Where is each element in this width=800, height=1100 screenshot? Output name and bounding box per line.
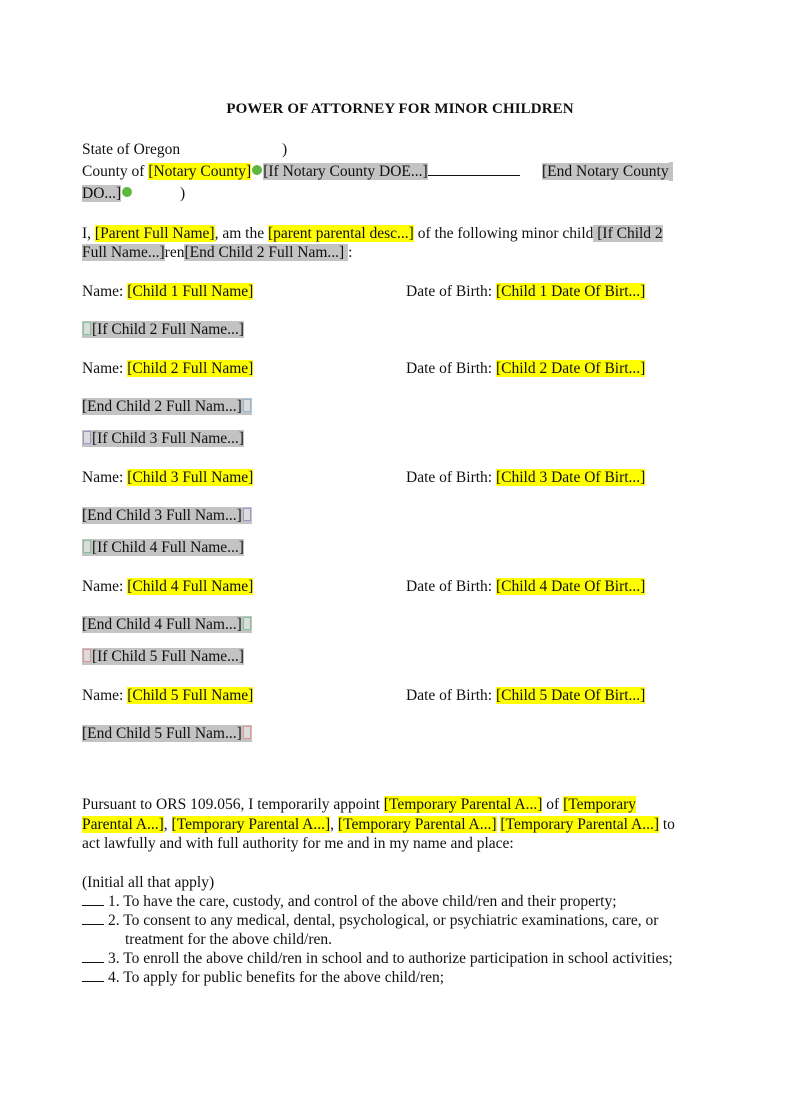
document-title: POWER OF ATTORNEY FOR MINOR CHILDREN xyxy=(226,101,574,117)
child-3-name-row xyxy=(82,468,253,487)
county-label: County of xyxy=(82,163,149,180)
bookmark-icon xyxy=(83,540,91,553)
if-child2-tag-a[interactable]: [If Child 2 xyxy=(593,225,663,242)
power-item-4 xyxy=(82,968,444,987)
name-label: Name: xyxy=(82,687,128,704)
end-child-4-row xyxy=(82,615,252,634)
end-child-4-tag[interactable]: [End Child 4 Full Nam...] xyxy=(82,616,242,633)
agent-4-field[interactable]: [Temporary Parental A...] xyxy=(337,816,497,833)
if-child-3-tag[interactable]: [If Child 3 Full Name...] xyxy=(92,430,244,447)
bookmark-icon xyxy=(243,508,251,521)
end-notary-county-tag-b[interactable]: DO...] xyxy=(82,185,122,202)
child-5-dob-row xyxy=(406,686,645,705)
end-child-2-tag[interactable]: [End Child 2 Full Nam...] xyxy=(82,398,242,415)
intro-text: ren xyxy=(164,244,185,261)
end-notary-county-line-b xyxy=(82,184,133,203)
if-child-4-tag[interactable]: [If Child 4 Full Name...] xyxy=(92,539,244,556)
agent-1-field[interactable]: [Temporary Parental A...] xyxy=(383,796,543,813)
dob-label: Date of Birth: xyxy=(406,360,496,377)
appoint-line-2 xyxy=(82,815,675,834)
power-item-2 xyxy=(82,911,658,930)
name-label: Name: xyxy=(82,360,128,377)
if-child-2-row xyxy=(82,320,244,339)
agent-2-field-b[interactable]: Parental A...] xyxy=(82,816,164,833)
end-child-5-row xyxy=(82,724,252,743)
green-dot-icon xyxy=(122,187,132,197)
bookmark-icon xyxy=(83,649,91,662)
child-2-dob-field[interactable]: [Child 2 Date Of Birt...] xyxy=(495,360,646,377)
initial-blank[interactable] xyxy=(82,949,104,963)
name-label: Name: xyxy=(82,469,128,486)
child-2-name-field[interactable]: [Child 2 Full Name] xyxy=(127,360,254,377)
child-4-dob-row xyxy=(406,577,645,596)
parent-desc-field[interactable]: [parent parental desc...] xyxy=(267,225,414,242)
notary-county-field[interactable]: [Notary County] xyxy=(148,163,252,180)
child-1-name-row xyxy=(82,282,253,301)
child-4-name-field[interactable]: [Child 4 Full Name] xyxy=(127,578,254,595)
appoint-text: , xyxy=(330,816,338,833)
intro-text: , am the xyxy=(214,225,268,242)
child-1-dob-field[interactable]: [Child 1 Date Of Birt...] xyxy=(495,283,646,300)
initial-note: (Initial all that apply) xyxy=(82,874,215,891)
appoint-text: of xyxy=(542,796,564,813)
child-5-name-field[interactable]: [Child 5 Full Name] xyxy=(127,687,254,704)
bookmark-icon xyxy=(83,431,91,444)
child-4-dob-field[interactable]: [Child 4 Date Of Birt...] xyxy=(495,578,646,595)
bookmark-icon xyxy=(243,399,251,412)
county-underline xyxy=(428,163,520,176)
child-1-dob-row xyxy=(406,282,645,301)
power-text: 3. To enroll the above child/ren in school and to authorize participation in school activities; xyxy=(108,950,673,967)
end-notary-county-line-a xyxy=(542,162,673,181)
agent-2-field-a[interactable]: [Temporary xyxy=(563,796,637,813)
power-text: 2. To consent to any medical, dental, psychological, or psychiatric examinations, care, or xyxy=(108,912,659,929)
dob-label: Date of Birth: xyxy=(406,687,496,704)
agent-3-field[interactable]: [Temporary Parental A...] xyxy=(171,816,331,833)
power-item-1 xyxy=(82,892,617,911)
end-child-3-tag[interactable]: [End Child 3 Full Nam...] xyxy=(82,507,242,524)
if-notary-county-tag[interactable]: [If Notary County DOE...] xyxy=(263,163,428,180)
end-child-5-tag[interactable]: [End Child 5 Full Nam...] xyxy=(82,725,242,742)
child-4-name-row xyxy=(82,577,253,596)
power-item-2-cont: treatment for the above child/ren. xyxy=(125,931,333,948)
venue-paren-1: ) xyxy=(282,141,288,158)
child-5-dob-field[interactable]: [Child 5 Date Of Birt...] xyxy=(495,687,646,704)
appoint-text: Pursuant to ORS 109.056, I temporarily appoint xyxy=(82,796,384,813)
appoint-line-1 xyxy=(82,795,636,814)
child-2-dob-row xyxy=(406,359,645,378)
intro-text: I, xyxy=(82,225,95,242)
name-label: Name: xyxy=(82,578,128,595)
child-3-dob-row xyxy=(406,468,645,487)
bookmark-icon xyxy=(243,617,251,630)
bookmark-icon xyxy=(83,322,91,335)
appoint-text: to xyxy=(659,816,675,833)
power-text: 1. To have the care, custody, and control of the above child/ren and their property; xyxy=(108,893,617,910)
end-child2-tag[interactable]: [End Child 2 Full Nam...] xyxy=(184,244,349,261)
dob-label: Date of Birth: xyxy=(406,578,496,595)
appoint-text: , xyxy=(163,816,172,833)
intro-line-2 xyxy=(82,243,352,262)
state-label: State of Oregon xyxy=(82,141,181,158)
child-2-name-row xyxy=(82,359,253,378)
parent-full-name-field[interactable]: [Parent Full Name] xyxy=(94,225,215,242)
bookmark-icon xyxy=(243,726,251,739)
intro-line-1 xyxy=(82,224,663,243)
if-child-5-row xyxy=(82,647,244,666)
initial-blank[interactable] xyxy=(82,892,104,906)
appoint-line-3: act lawfully and with full authority for me and in my name and place: xyxy=(82,835,514,852)
child-5-name-row xyxy=(82,686,253,705)
if-child-3-row xyxy=(82,429,244,448)
intro-text: of the following minor child xyxy=(413,225,594,242)
child-3-name-field[interactable]: [Child 3 Full Name] xyxy=(127,469,254,486)
initial-blank[interactable] xyxy=(82,968,104,982)
green-dot-icon xyxy=(252,165,262,175)
if-child-5-tag[interactable]: [If Child 5 Full Name...] xyxy=(92,648,244,665)
child-3-dob-field[interactable]: [Child 3 Date Of Birt...] xyxy=(495,469,646,486)
if-child2-tag-b[interactable]: Full Name...] xyxy=(82,244,165,261)
initial-blank[interactable] xyxy=(82,911,104,925)
power-item-3 xyxy=(82,949,673,968)
venue-county-line xyxy=(82,162,520,181)
agent-5-field[interactable]: [Temporary Parental A...] xyxy=(500,816,659,833)
name-label: Name: xyxy=(82,283,128,300)
dob-label: Date of Birth: xyxy=(406,283,496,300)
end-child-3-row xyxy=(82,506,252,525)
power-text: 4. To apply for public benefits for the above child/ren; xyxy=(108,969,445,986)
child-1-name-field[interactable]: [Child 1 Full Name] xyxy=(127,283,254,300)
intro-text: : xyxy=(348,244,353,261)
if-child-4-row xyxy=(82,538,244,557)
dob-label: Date of Birth: xyxy=(406,469,496,486)
venue-paren-2: ) xyxy=(180,185,186,202)
end-notary-county-tag-a[interactable]: [End Notary County xyxy=(542,163,669,180)
if-child-2-tag[interactable]: [If Child 2 Full Name...] xyxy=(92,321,244,338)
end-child-2-row xyxy=(82,397,252,416)
venue-state-line xyxy=(82,140,180,159)
